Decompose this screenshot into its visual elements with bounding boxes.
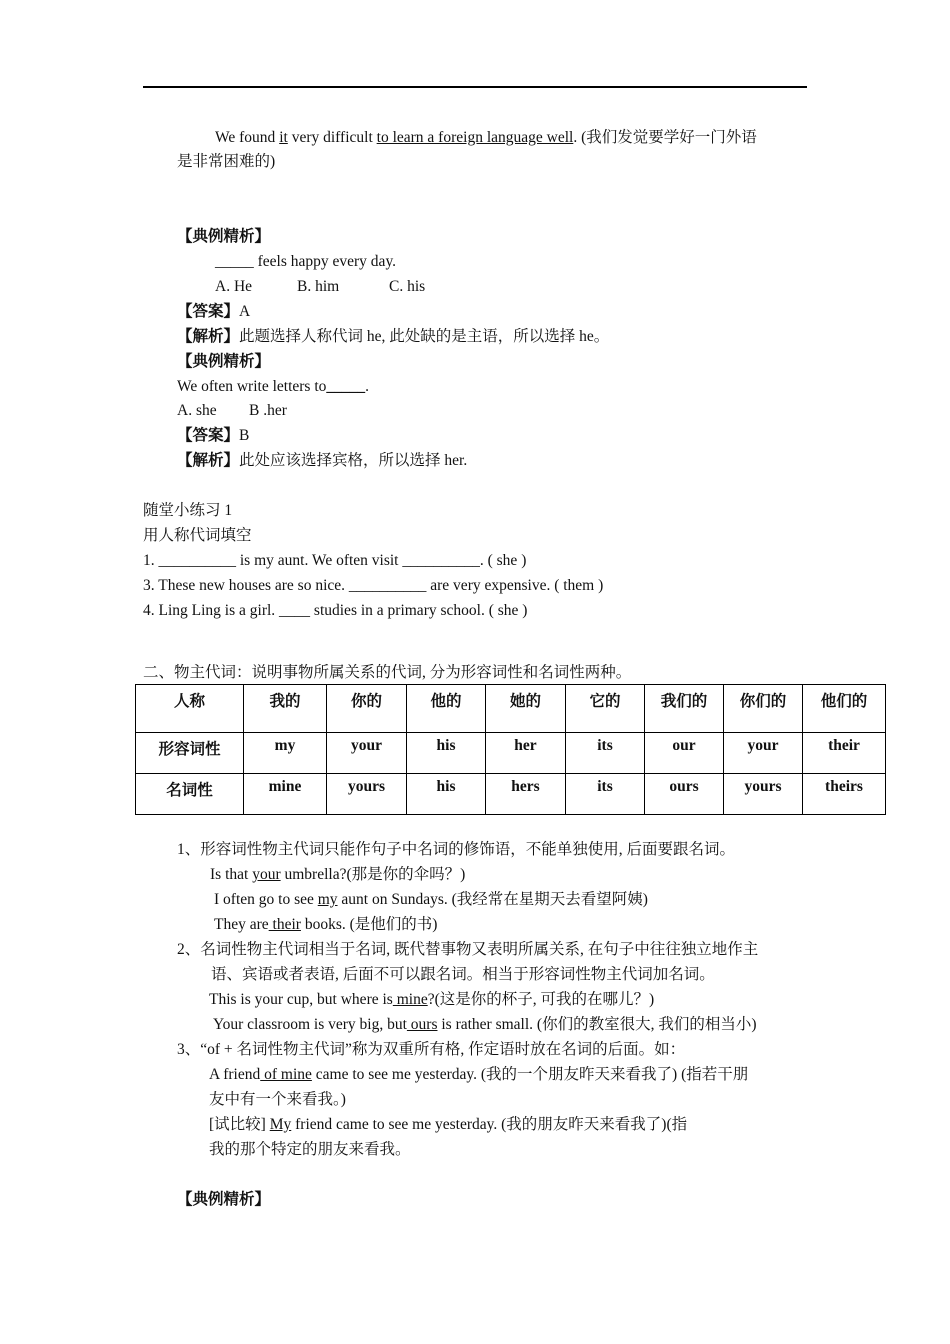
- example-2-option-a: A. she: [177, 402, 217, 419]
- table-row-adjectival: [136, 733, 886, 774]
- table-cell: 我们的: [645, 685, 724, 733]
- table-header-row: [136, 685, 886, 733]
- practice-title: 随堂小练习 1: [143, 502, 233, 519]
- table-cell: 名词性: [136, 774, 244, 815]
- header-rule: [143, 86, 807, 88]
- rule-1: 1、形容词性物主代词只能作句子中名词的修饰语，不能单独使用, 后面要跟名词。: [177, 841, 736, 858]
- table-cell: ours: [645, 774, 724, 815]
- table-cell: his: [407, 774, 486, 815]
- table-cell: 我的: [244, 685, 327, 733]
- rule-1-example-1: Is that your umbrella?(那是你的伞吗？): [210, 866, 466, 883]
- table-cell: hers: [486, 774, 566, 815]
- table-cell: 人称: [136, 685, 244, 733]
- table-cell: their: [803, 733, 886, 774]
- example-2-explanation: 【解析】此处应该选择宾格，所以选择 her.: [177, 452, 468, 469]
- table-cell: 他的: [407, 685, 486, 733]
- table-cell: 形容词性: [136, 733, 244, 774]
- table-cell: your: [724, 733, 803, 774]
- example-2-answer: 【答案】B: [177, 427, 250, 444]
- example-3-title: 【典例精析】: [177, 1191, 271, 1208]
- example-2-title: 【典例精析】: [177, 353, 271, 370]
- rule-3-example-2: [试比较] My friend came to see me yesterday. (我的朋友昨天来看我了)(指: [209, 1116, 688, 1133]
- example-1-option-a: A. He: [215, 278, 253, 295]
- table-cell: mine: [244, 774, 327, 815]
- table-row-nominal: [136, 774, 886, 815]
- intro-line-2: 是非常困难的): [177, 153, 276, 170]
- table-cell: yours: [724, 774, 803, 815]
- section-2-title: 二、物主代词：说明事物所属关系的代词, 分为形容词性和名词性两种。: [143, 664, 632, 681]
- rule-2-line-1: 2、名词性物主代词相当于名词, 既代替事物又表明所属关系, 在句子中往往独立地作主: [177, 941, 759, 958]
- example-1-option-c: C. his: [389, 278, 426, 295]
- rule-3: 3、“of + 名词性物主代词”称为双重所有格, 作定语时放在名词的后面。如：: [177, 1041, 686, 1058]
- rule-1-example-2: I often go to see my aunt on Sundays. (我经常在星期天去看望阿姨): [214, 891, 648, 908]
- table-cell: your: [327, 733, 407, 774]
- practice-question-4: 4. Ling Ling is a girl. ____ studies in a primary school. ( she ): [143, 602, 528, 619]
- example-2-question: We often write letters to_____.: [177, 378, 370, 395]
- table-cell: 他们的: [803, 685, 886, 733]
- example-1-question: _____ feels happy every day.: [215, 253, 397, 270]
- practice-question-1: 1. __________ is my aunt. We often visit __________. ( she ): [143, 552, 527, 569]
- rule-2-line-2: 语、宾语或者表语, 后面不可以跟名词。相当于形容词性物主代词加名词。: [211, 966, 715, 983]
- intro-line-1: We found it very difficult to learn a foreign language well. (我们发觉要学好一门外语: [215, 129, 757, 146]
- practice-question-3: 3. These new houses are so nice. __________ are very expensive. ( them ): [143, 577, 604, 594]
- table-cell: 它的: [566, 685, 645, 733]
- practice-subtitle: 用人称代词填空: [143, 527, 252, 544]
- rule-3-example-2-cont: 我的那个特定的朋友来看我。: [209, 1141, 411, 1158]
- example-1-option-b: B. him: [297, 278, 340, 295]
- table-cell: yours: [327, 774, 407, 815]
- table-cell: her: [486, 733, 566, 774]
- table-cell: my: [244, 733, 327, 774]
- rule-2-example-1: This is your cup, but where is mine?(这是你的杯子, 可我的在哪儿？): [209, 991, 655, 1008]
- table-cell: 你的: [327, 685, 407, 733]
- example-2-option-b: B .her: [249, 402, 287, 419]
- table-cell: its: [566, 733, 645, 774]
- table-cell: our: [645, 733, 724, 774]
- possessive-pronoun-table: [135, 684, 886, 815]
- table-cell: 你们的: [724, 685, 803, 733]
- example-1-title: 【典例精析】: [177, 228, 271, 245]
- table-cell: theirs: [803, 774, 886, 815]
- rule-3-example-1: A friend of mine came to see me yesterday. (我的一个朋友昨天来看我了) (指若干朋: [209, 1066, 749, 1083]
- table-cell: its: [566, 774, 645, 815]
- table-cell: 她的: [486, 685, 566, 733]
- rule-1-example-3: They are their books. (是他们的书): [214, 916, 438, 933]
- table-cell: his: [407, 733, 486, 774]
- example-1-explanation: 【解析】此题选择人称代词 he, 此处缺的是主语，所以选择 he。: [177, 328, 610, 345]
- rule-2-example-2: Your classroom is very big, but ours is rather small. (你们的教室很大, 我们的相当小): [213, 1016, 757, 1033]
- example-1-answer: 【答案】A: [177, 303, 251, 320]
- rule-3-example-1-cont: 友中有一个来看我。): [209, 1091, 346, 1108]
